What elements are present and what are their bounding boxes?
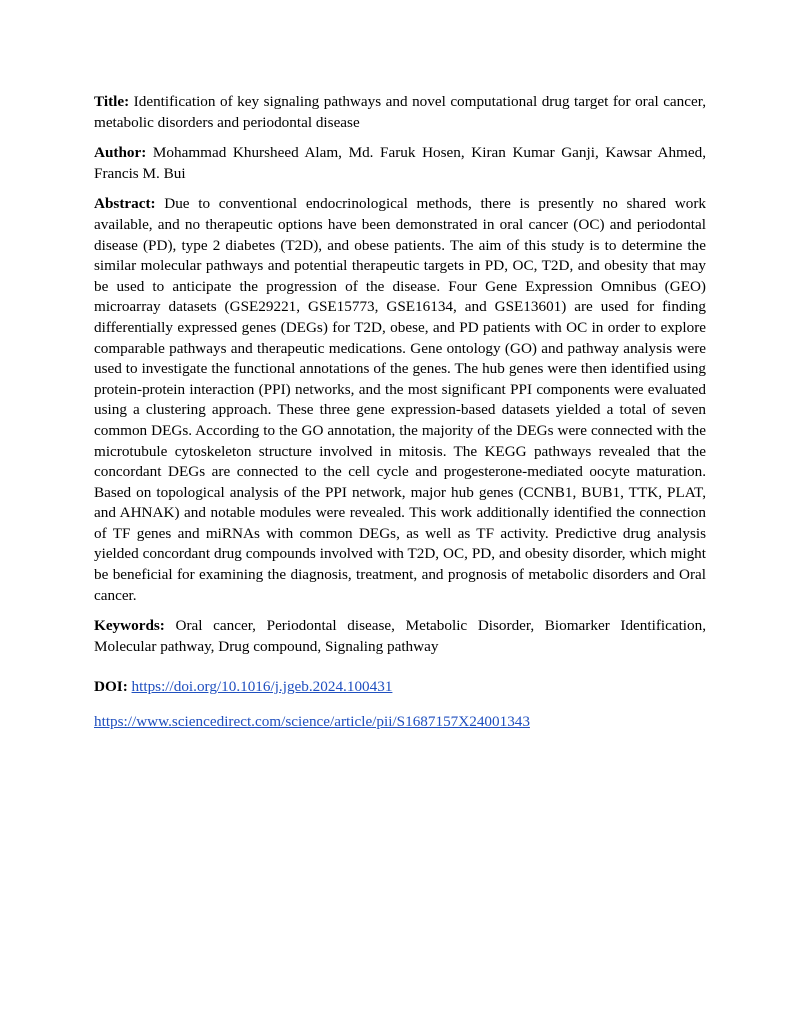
source-link-paragraph bbox=[94, 712, 706, 733]
keywords-label: Keywords: bbox=[94, 617, 165, 635]
doi-link[interactable]: https://doi.org/10.1016/j.jgeb.2024.100431 bbox=[131, 678, 393, 696]
title-paragraph bbox=[94, 92, 706, 133]
doi-label: DOI: bbox=[94, 678, 128, 696]
document-page bbox=[94, 92, 706, 743]
keywords-paragraph bbox=[94, 616, 706, 657]
author-label: Author: bbox=[94, 144, 147, 162]
sciencedirect-link[interactable]: https://www.sciencedirect.com/science/article/pii/S1687157X24001343 bbox=[94, 713, 530, 731]
keywords-text: Oral cancer, Periodontal disease, Metabolic Disorder, Biomarker Identification, Molecular pathway, Drug compound, Signaling pathway bbox=[94, 617, 707, 655]
abstract-text: Due to conventional endocrinological methods, there is presently no shared work available, and no therapeutic options have been demonstrated in oral cancer (OC) and periodontal disease (PD), type 2 diabetes (T2D), and obese patients. The aim of this study is to determine the similar molecular pathways and potential therapeutic targets in PD, OC, T2D, and obesity that may be used to anticipate the progression of the disease. Four Gene Expression Omnibus (GEO) microarray datasets (GSE29221, GSE15773, GSE16134, and GSE13601) are used for finding differentially expressed genes (DEGs) for T2D, obese, and PD patients with OC in order to explore comparable pathways and therapeutic medications. Gene ontology (GO) and pathway analysis were used to investigate the functional annotations of the genes. The hub genes were then identified using protein-protein interaction (PPI) networks, and the most significant PPI components were evaluated using a clustering approach. These three gene expression-based datasets yielded a total of seven common DEGs. According to the GO annotation, the majority of the DEGs were connected with the microtubule cytoskeleton structure involved in mitosis. The KEGG pathways revealed that the concordant DEGs are connected to the cell cycle and progesterone-mediated oocyte maturation. Based on topological analysis of the PPI network, major hub genes (CCNB1, BUB1, TTK, PLAT, and AHNAK) and notable modules were revealed. This work additionally identified the connection of TF genes and miRNAs with common DEGs, as well as TF activity. Predictive drug analysis yielded concordant drug compounds involved with T2D, OC, PD, and obesity disorder, which might be beneficial for examining the diagnosis, treatment, and prognosis of metabolic disorders and Oral cancer. bbox=[94, 195, 706, 604]
author-text: Mohammad Khursheed Alam, Md. Faruk Hosen, Kiran Kumar Ganji, Kawsar Ahmed, Francis M. Bui bbox=[94, 144, 706, 182]
author-paragraph bbox=[94, 143, 706, 184]
title-text: Identification of key signaling pathways and novel computational drug target for oral cancer, metabolic disorders and periodontal disease bbox=[94, 93, 706, 131]
title-label: Title: bbox=[94, 93, 130, 110]
abstract-label: Abstract: bbox=[94, 195, 156, 213]
doi-paragraph bbox=[94, 677, 706, 698]
abstract-paragraph bbox=[94, 194, 706, 606]
